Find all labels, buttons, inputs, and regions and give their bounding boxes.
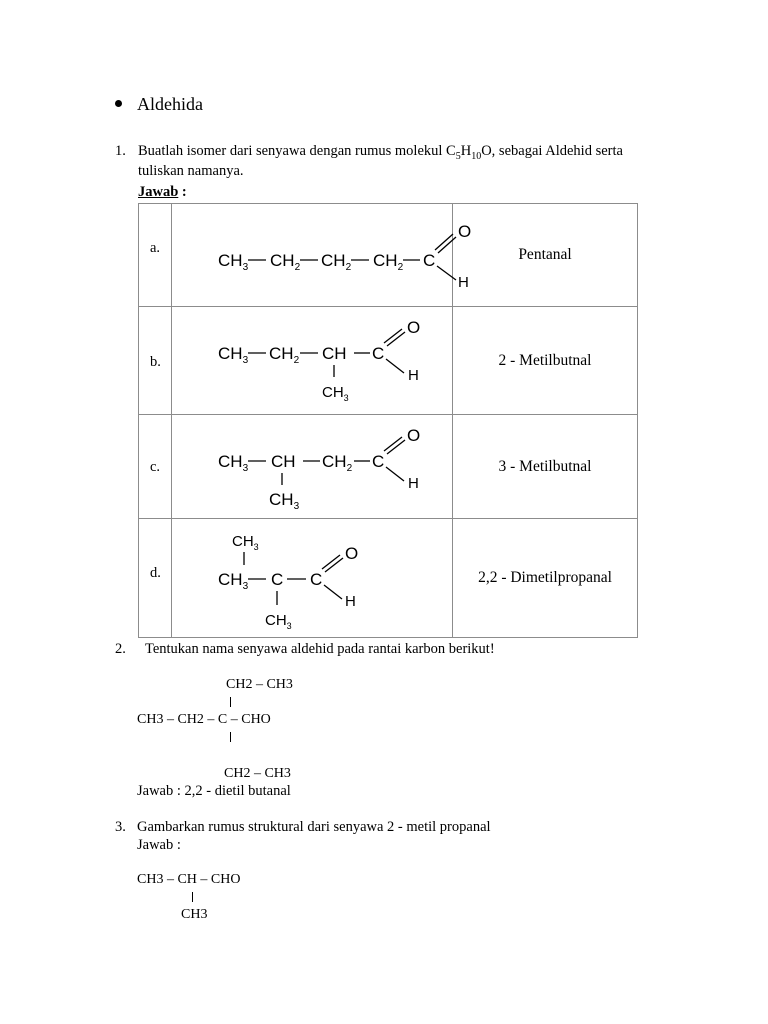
q3-text: Gambarkan rumus struktural dari senyawa 2 - metil propanal <box>137 819 491 835</box>
structure-cell <box>172 415 453 519</box>
formula-atom: O <box>407 426 421 445</box>
formula-atom: H <box>458 274 469 291</box>
formula-atom: O <box>407 318 421 337</box>
q2-answer: Jawab : 2,2 - dietil butanal <box>137 783 291 799</box>
formula-atom: C <box>423 251 436 270</box>
q2-number: 2. <box>115 641 126 657</box>
structure-3-metilbutanal <box>172 415 452 519</box>
formula-atom: C <box>372 344 385 363</box>
structure-cell <box>172 519 453 638</box>
isomer-name: 2,2 - Dimetilpropanal <box>453 519 638 638</box>
structure-pentanal <box>172 204 472 307</box>
row-letter-cell <box>139 204 172 307</box>
formula-atom: $CH_3$ <box>218 452 249 474</box>
formula-atom: O <box>458 222 472 241</box>
isomer-name: Pentanal <box>453 204 638 307</box>
formula-atom: $CH_2$ <box>373 251 404 273</box>
table-row <box>139 415 638 519</box>
q3-number: 3. <box>115 819 126 835</box>
section-title: Aldehida <box>137 94 203 114</box>
bullet-icon <box>115 100 122 107</box>
q1-text: Buatlah isomer dari senyawa dengan rumus molekul $C_5H_{10}O$, sebagai Aldehid serta <box>138 143 623 162</box>
table-row <box>139 307 638 415</box>
table-row <box>139 204 638 307</box>
formula-atom: H <box>408 367 419 384</box>
row-letter-cell <box>139 307 172 415</box>
isomer-name: 2 - Metilbutnal <box>453 307 638 415</box>
q2-top-branch: CH2 – CH3 <box>226 677 293 692</box>
isomer-table <box>138 203 638 638</box>
row-letter-cell <box>139 519 172 638</box>
q3-branch: CH3 <box>181 907 208 922</box>
isomer-name: 3 - Metilbutnal <box>453 415 638 519</box>
q2-text: Tentukan nama senyawa aldehid pada rantai karbon berikut! <box>145 641 495 657</box>
formula-atom: $CH_3$ <box>218 570 249 592</box>
formula-atom: $CH_2$ <box>270 251 301 273</box>
table-row <box>139 519 638 638</box>
formula-atom: CH <box>322 344 347 363</box>
structure-2-2-dimetilpropanal <box>172 519 452 638</box>
q1-answer-label: Jawab : <box>138 184 187 200</box>
formula-atom: $CH_3$ <box>265 612 292 631</box>
formula-atom: H <box>345 593 356 610</box>
formula-atom: C <box>310 570 323 589</box>
q2-bottom-branch: CH2 – CH3 <box>224 766 291 781</box>
row-letter: d. <box>150 565 161 581</box>
q2-main-chain: CH3 – CH2 – C – CHO <box>137 712 271 727</box>
formula-atom: C <box>372 452 385 471</box>
bond-line <box>230 732 231 742</box>
q3-main-chain: CH3 – CH – CHO <box>137 872 241 887</box>
formula-atom: $CH_3$ <box>218 251 249 273</box>
formula-atom: $CH_3$ <box>322 384 349 403</box>
row-letter: b. <box>150 354 161 370</box>
formula-atom: $CH_3$ <box>218 344 249 366</box>
formula-atom: $CH_2$ <box>322 452 353 474</box>
formula-atom: CH <box>271 452 296 471</box>
formula-atom: $CH_3$ <box>232 533 259 552</box>
formula-atom: $CH_2$ <box>269 344 300 366</box>
row-letter: a. <box>150 240 161 256</box>
q1-number: 1. <box>115 143 126 159</box>
bond-line <box>192 892 193 902</box>
q3-answer-label: Jawab : <box>137 837 181 853</box>
q1-text-line2: tuliskan namanya. <box>138 163 244 179</box>
formula-atom: H <box>408 475 419 492</box>
formula-atom: $CH_2$ <box>321 251 352 273</box>
formula-atom: C <box>271 570 284 589</box>
row-letter-cell <box>139 415 172 519</box>
row-letter: c. <box>150 459 161 475</box>
formula-atom: $CH_3$ <box>269 490 300 512</box>
structure-cell <box>172 307 453 415</box>
structure-2-metilbutanal <box>172 307 452 415</box>
bond-line <box>324 585 342 599</box>
structure-cell <box>172 204 472 307</box>
formula-atom: O <box>345 544 359 563</box>
bond-line <box>230 697 231 707</box>
bond-line <box>386 359 404 373</box>
bond-line <box>386 467 404 481</box>
